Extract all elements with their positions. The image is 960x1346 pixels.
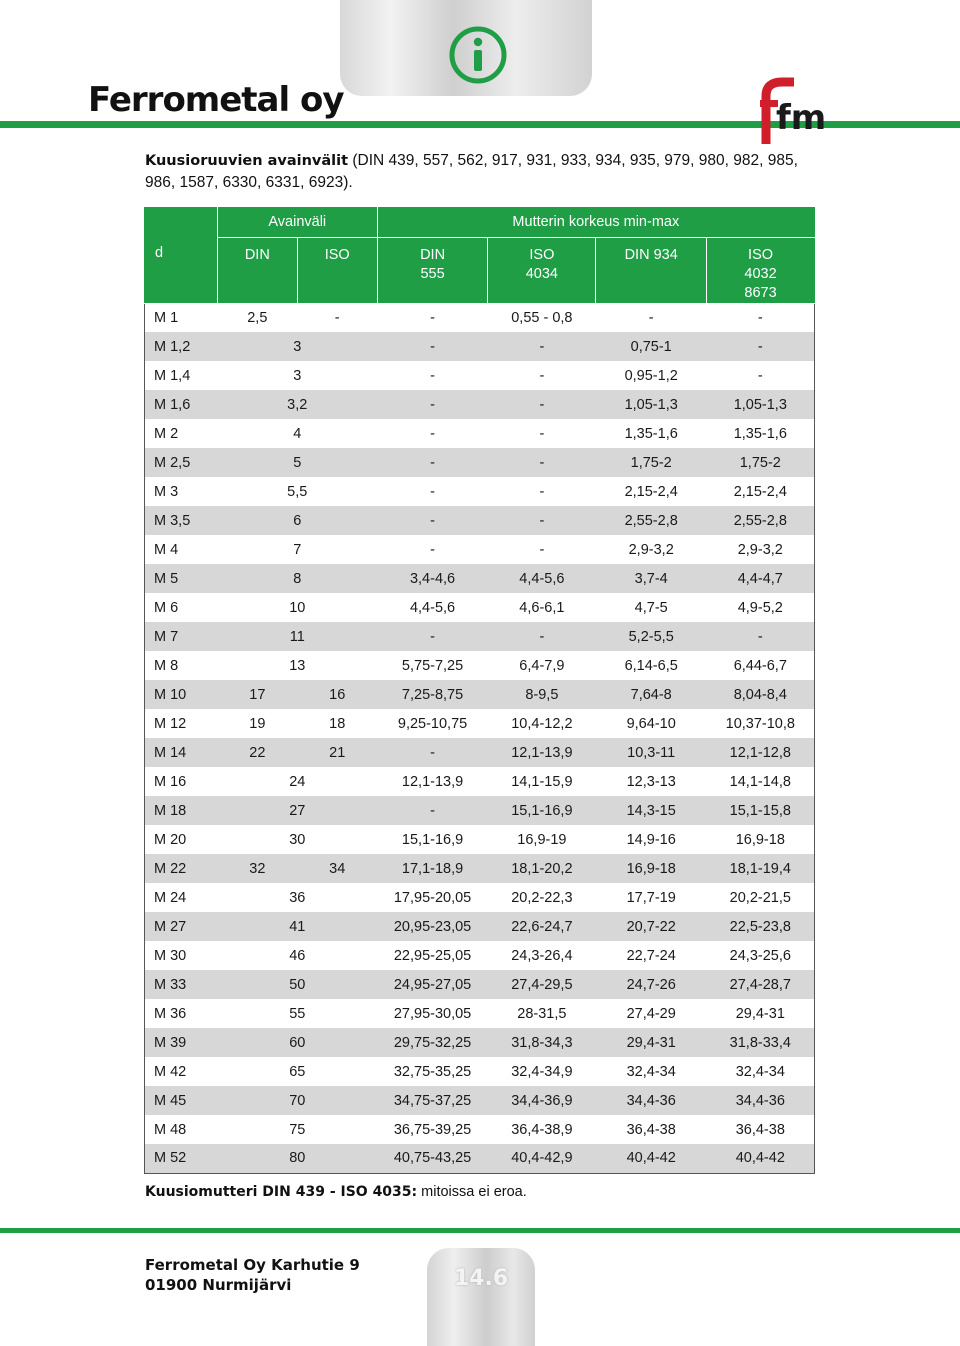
cell-iso-4034: - (539, 425, 545, 442)
cell-d: M 8 (145, 651, 218, 680)
cell-din-555: - (377, 738, 488, 767)
cell-d: M 16 (145, 767, 218, 796)
cell-iso-4032: 29,4-31 (707, 999, 815, 1028)
cell-avainvali-din: 22 (217, 738, 297, 767)
cell-avainvali-iso: 18 (329, 715, 346, 732)
cell-avainvali-din: 17 (217, 680, 297, 709)
cell-din-555: 3,4-4,6 (377, 564, 488, 593)
cell-avainvali: 8 (217, 564, 377, 593)
cell-iso-4034: 16,9-19 (517, 831, 567, 848)
page-tab (427, 1248, 535, 1346)
cell-iso-4034: - (488, 506, 596, 535)
cell-din-934: 2,15-2,4 (624, 483, 678, 500)
cell-avainvali-iso: - (334, 309, 340, 326)
table-row (145, 883, 815, 912)
cell-avainvali: 3 (217, 332, 377, 361)
cell-din-934: 1,75-2 (596, 448, 707, 477)
cell-din-934: 14,3-15 (596, 796, 707, 825)
cell-iso-4034: 34,4-36,9 (488, 1086, 596, 1115)
header-mutterin-korkeus: Mutterin korkeus min-max (377, 207, 814, 237)
cell-iso-4034: 24,3-26,4 (511, 947, 573, 964)
cell-d: M 1,4 (145, 361, 218, 390)
footnote-bold: Kuusiomutteri DIN 439 - ISO 4035: (145, 1184, 418, 1200)
table-row (145, 970, 815, 999)
cell-avainvali: 41 (217, 912, 377, 941)
cell-avainvali: 80 (217, 1144, 377, 1173)
cell-din-934: 14,9-16 (626, 831, 676, 848)
cell-iso-4034: 12,1-13,9 (488, 738, 596, 767)
logo-text: fm (776, 98, 827, 138)
table-row (145, 448, 815, 477)
cell-din-934: 2,55-2,8 (596, 506, 707, 535)
cell-iso-4032: - (707, 361, 815, 390)
cell-din-934: 24,7-26 (596, 970, 707, 999)
cell-avainvali: 7 (293, 541, 302, 558)
cell-avainvali: 10 (289, 599, 306, 616)
header-iso-4034: ISO 4034 (488, 237, 596, 303)
table-row (145, 651, 815, 680)
table-row (145, 709, 815, 738)
cell-din-555: 4,4-5,6 (409, 599, 456, 616)
cell-avainvali-iso: 21 (297, 738, 377, 767)
cell-iso-4034: 18,1-20,2 (488, 854, 596, 883)
cell-din-555: 5,75-7,25 (401, 657, 464, 674)
cell-din-555: - (377, 332, 488, 361)
header-iso: ISO (297, 237, 377, 303)
cell-iso-4032: 1,05-1,3 (707, 390, 815, 419)
key-width-table (144, 207, 815, 1174)
cell-iso-4034: 36,4-38,9 (511, 1121, 573, 1138)
intro-rest: (DIN 439, 557, 562, 917, 931, 933, 934, 935, 979, 980, 982, 985, 986, 1587, 6330, 6331, 6923). (145, 152, 798, 191)
cell-iso-4034: 6,4-7,9 (519, 657, 565, 674)
table-row (145, 912, 815, 941)
cell-din-934: 17,7-19 (626, 889, 676, 906)
cell-d: M 7 (145, 622, 218, 651)
cell-iso-4034: 40,4-42,9 (488, 1144, 596, 1173)
cell-din-555: 34,75-37,25 (377, 1086, 488, 1115)
cell-avainvali: 55 (289, 1005, 306, 1022)
cell-iso-4034: 0,55 - 0,8 (511, 309, 573, 326)
cell-din-934: 10,3-11 (596, 738, 707, 767)
cell-iso-4032: 20,2-21,5 (707, 883, 815, 912)
cell-din-555: 40,75-43,25 (377, 1144, 488, 1173)
header-avainvali: Avainväli (217, 207, 377, 237)
cell-iso-4034: - (488, 448, 596, 477)
cell-d: M 2 (145, 419, 218, 448)
cell-avainvali: 30 (289, 831, 306, 848)
cell-iso-4034: 4,4-5,6 (488, 564, 596, 593)
cell-d: M 39 (145, 1028, 218, 1057)
cell-din-555: 17,1-18,9 (377, 854, 488, 883)
cell-avainvali: 3,2 (217, 390, 377, 419)
cell-din-934: 0,75-1 (596, 332, 707, 361)
cell-iso-4034: 8-9,5 (488, 680, 596, 709)
header-din: DIN (217, 237, 297, 303)
cell-iso-4032: 40,4-42 (707, 1144, 815, 1173)
cell-din-555: 12,1-13,9 (401, 773, 464, 790)
cell-iso-4034: - (539, 541, 545, 558)
cell-iso-4034: 4,6-6,1 (519, 599, 565, 616)
cell-din-555: 29,75-32,25 (377, 1028, 488, 1057)
cell-din-555: - (430, 483, 435, 500)
cell-d: M 30 (145, 941, 218, 970)
table-row (145, 1057, 815, 1086)
cell-iso-4034: - (488, 622, 596, 651)
cell-d: M 12 (145, 709, 218, 738)
cell-avainvali: 4 (293, 425, 302, 442)
cell-d: M 48 (145, 1115, 218, 1144)
cell-iso-4032: 2,55-2,8 (707, 506, 815, 535)
cell-avainvali: 75 (289, 1121, 306, 1138)
cell-din-934: 22,7-24 (626, 947, 676, 964)
cell-din-555: 9,25-10,75 (397, 715, 468, 732)
cell-avainvali: 46 (289, 947, 306, 964)
cell-avainvali: 3 (293, 367, 302, 384)
cell-din-934: 27,4-29 (626, 1005, 676, 1022)
cell-avainvali: 27 (217, 796, 377, 825)
cell-din-555: - (377, 390, 488, 419)
cell-d: M 22 (145, 854, 218, 883)
cell-d: M 5 (145, 564, 218, 593)
cell-iso-4032: 27,4-28,7 (707, 970, 815, 999)
cell-iso-4032: 8,04-8,4 (707, 680, 815, 709)
header-din-555: DIN 555 (377, 237, 488, 303)
cell-din-934: 40,4-42 (596, 1144, 707, 1173)
cell-d: M 42 (145, 1057, 218, 1086)
cell-din-934: 1,05-1,3 (596, 390, 707, 419)
cell-iso-4034: 10,4-12,2 (511, 715, 573, 732)
table-row (145, 1144, 815, 1173)
cell-din-555: - (430, 541, 435, 558)
table-row (145, 622, 815, 651)
cell-din-934: 36,4-38 (626, 1121, 676, 1138)
cell-iso-4032: 12,1-12,8 (707, 738, 815, 767)
cell-iso-4034: 28-31,5 (517, 1005, 567, 1022)
cell-din-555: 7,25-8,75 (377, 680, 488, 709)
table-row (145, 332, 815, 361)
address-line-2: 01900 Nurmijärvi (145, 1276, 292, 1294)
cell-din-934: 32,4-34 (626, 1063, 676, 1080)
info-icon (448, 25, 508, 85)
cell-avainvali: 65 (289, 1063, 306, 1080)
cell-din-555: 15,1-16,9 (401, 831, 464, 848)
cell-d: M 33 (145, 970, 218, 999)
cell-iso-4032: 24,3-25,6 (707, 941, 815, 970)
table-row (145, 738, 815, 767)
table-body (145, 303, 815, 1173)
cell-din-934: 16,9-18 (596, 854, 707, 883)
cell-iso-4034: 20,2-22,3 (511, 889, 573, 906)
cell-din-934: 34,4-36 (596, 1086, 707, 1115)
cell-din-934: - (648, 309, 654, 326)
cell-d: M 18 (145, 796, 218, 825)
cell-avainvali: 50 (217, 970, 377, 999)
cell-din-555: - (377, 448, 488, 477)
cell-iso-4032: 10,37-10,8 (707, 709, 815, 738)
cell-iso-4032: 15,1-15,8 (707, 796, 815, 825)
cell-din-934: 9,64-10 (626, 715, 676, 732)
cell-din-934: 6,14-6,5 (624, 657, 678, 674)
cell-iso-4032: 4,4-4,7 (707, 564, 815, 593)
cell-din-934: 29,4-31 (596, 1028, 707, 1057)
cell-iso-4034: 22,6-24,7 (488, 912, 596, 941)
cell-iso-4034: 31,8-34,3 (488, 1028, 596, 1057)
cell-iso-4032: 32,4-34 (707, 1057, 815, 1086)
cell-avainvali: 5 (217, 448, 377, 477)
cell-din-934: 2,9-3,2 (628, 541, 674, 558)
cell-avainvali-iso: 16 (297, 680, 377, 709)
cell-avainvali: 24 (289, 773, 306, 790)
cell-iso-4032: - (707, 332, 815, 361)
cell-iso-4032: 16,9-18 (707, 825, 815, 854)
cell-din-934: 0,95-1,2 (624, 367, 678, 384)
table-row (145, 477, 815, 506)
cell-din-934: 3,7-4 (596, 564, 707, 593)
cell-avainvali: 13 (289, 657, 306, 674)
cell-d: M 24 (145, 883, 218, 912)
cell-iso-4032: - (707, 303, 815, 332)
table-row (145, 796, 815, 825)
cell-iso-4034: 14,1-15,9 (511, 773, 573, 790)
cell-d: M 1,2 (145, 332, 218, 361)
cell-din-555: - (377, 796, 488, 825)
cell-iso-4032: 36,4-38 (707, 1115, 815, 1144)
footer-rule (0, 1228, 960, 1233)
table-row (145, 564, 815, 593)
cell-iso-4032: 34,4-36 (707, 1086, 815, 1115)
table-row (145, 361, 815, 390)
cell-din-555: 24,95-27,05 (377, 970, 488, 999)
cell-avainvali: 5,5 (287, 483, 308, 500)
cell-avainvali: 60 (217, 1028, 377, 1057)
cell-avainvali-din: 19 (249, 715, 266, 732)
cell-iso-4032: 2,15-2,4 (707, 477, 815, 506)
cell-iso-4032: 1,75-2 (707, 448, 815, 477)
table-row (145, 767, 815, 796)
cell-d: M 52 (145, 1144, 218, 1173)
cell-avainvali: 70 (217, 1086, 377, 1115)
cell-d: M 10 (145, 680, 218, 709)
cell-din-555: - (377, 506, 488, 535)
cell-d: M 45 (145, 1086, 218, 1115)
table-row (145, 506, 815, 535)
cell-d: M 3 (145, 477, 218, 506)
cell-avainvali: 6 (217, 506, 377, 535)
cell-d: M 36 (145, 999, 218, 1028)
cell-iso-4032: 31,8-33,4 (707, 1028, 815, 1057)
cell-avainvali-iso: 34 (297, 854, 377, 883)
page-number: 14.6 (453, 1266, 509, 1291)
header-d: d (145, 207, 218, 303)
cell-din-555: - (430, 425, 435, 442)
table-row (145, 390, 815, 419)
cell-d: M 20 (145, 825, 218, 854)
cell-avainvali: 11 (217, 622, 377, 651)
cell-iso-4032: 1,35-1,6 (707, 419, 815, 448)
cell-avainvali-din: 2,5 (247, 309, 268, 326)
cell-din-555: 20,95-23,05 (377, 912, 488, 941)
table-row (145, 1086, 815, 1115)
intro-text (145, 150, 825, 193)
fm-logo (760, 74, 827, 144)
table-row (145, 303, 815, 332)
cell-din-934: 20,7-22 (596, 912, 707, 941)
cell-din-934: 5,2-5,5 (596, 622, 707, 651)
table-row (145, 593, 815, 622)
cell-iso-4032: 22,5-23,8 (707, 912, 815, 941)
table-row (145, 1115, 815, 1144)
cell-d: M 6 (145, 593, 218, 622)
table-row (145, 535, 815, 564)
cell-d: M 2,5 (145, 448, 218, 477)
cell-din-555: 32,75-35,25 (393, 1063, 472, 1080)
address-line-1: Ferrometal Oy Karhutie 9 (145, 1256, 360, 1274)
header-din-934: DIN 934 (596, 237, 707, 303)
cell-din-555: 36,75-39,25 (393, 1121, 472, 1138)
cell-d: M 4 (145, 535, 218, 564)
table-row (145, 825, 815, 854)
table-row (145, 854, 815, 883)
info-tab (340, 0, 592, 96)
cell-avainvali-din: 32 (217, 854, 297, 883)
cell-din-555: - (430, 309, 435, 326)
footnote-rest: mitoissa ei eroa. (417, 1184, 527, 1200)
table-row (145, 680, 815, 709)
table-row (145, 999, 815, 1028)
cell-iso-4034: 27,4-29,5 (488, 970, 596, 999)
cell-iso-4032: 6,44-6,7 (707, 651, 815, 680)
table-row (145, 1028, 815, 1057)
cell-din-934: 12,3-13 (626, 773, 676, 790)
cell-din-555: - (377, 622, 488, 651)
cell-d: M 14 (145, 738, 218, 767)
header-iso-4032-8673: ISO 4032 8673 (707, 237, 815, 303)
cell-iso-4034: 15,1-16,9 (488, 796, 596, 825)
cell-d: M 3,5 (145, 506, 218, 535)
cell-iso-4032: - (707, 622, 815, 651)
cell-d: M 27 (145, 912, 218, 941)
cell-iso-4032: 18,1-19,4 (707, 854, 815, 883)
brand-wordmark: Ferrometal oy (88, 80, 344, 120)
cell-iso-4034: - (488, 390, 596, 419)
table-row (145, 419, 815, 448)
footnote (145, 1184, 527, 1200)
company-address (145, 1255, 360, 1295)
cell-din-934: 1,35-1,6 (624, 425, 678, 442)
cell-d: M 1 (145, 303, 218, 332)
cell-din-555: 17,95-20,05 (393, 889, 472, 906)
cell-d: M 1,6 (145, 390, 218, 419)
cell-iso-4034: - (539, 367, 545, 384)
cell-din-555: 22,95-25,05 (393, 947, 472, 964)
cell-din-934: 7,64-8 (596, 680, 707, 709)
cell-iso-4034: - (539, 483, 545, 500)
cell-din-555: - (430, 367, 435, 384)
cell-iso-4034: 32,4-34,9 (511, 1063, 573, 1080)
table-row (145, 941, 815, 970)
cell-iso-4032: 4,9-5,2 (707, 593, 815, 622)
cell-avainvali: 36 (289, 889, 306, 906)
cell-din-934: 4,7-5 (634, 599, 668, 616)
cell-iso-4032: 14,1-14,8 (707, 767, 815, 796)
cell-iso-4032: 2,9-3,2 (707, 535, 815, 564)
cell-din-555: 27,95-30,05 (393, 1005, 472, 1022)
intro-bold: Kuusioruuvien avainvälit (145, 153, 349, 169)
cell-iso-4034: - (488, 332, 596, 361)
